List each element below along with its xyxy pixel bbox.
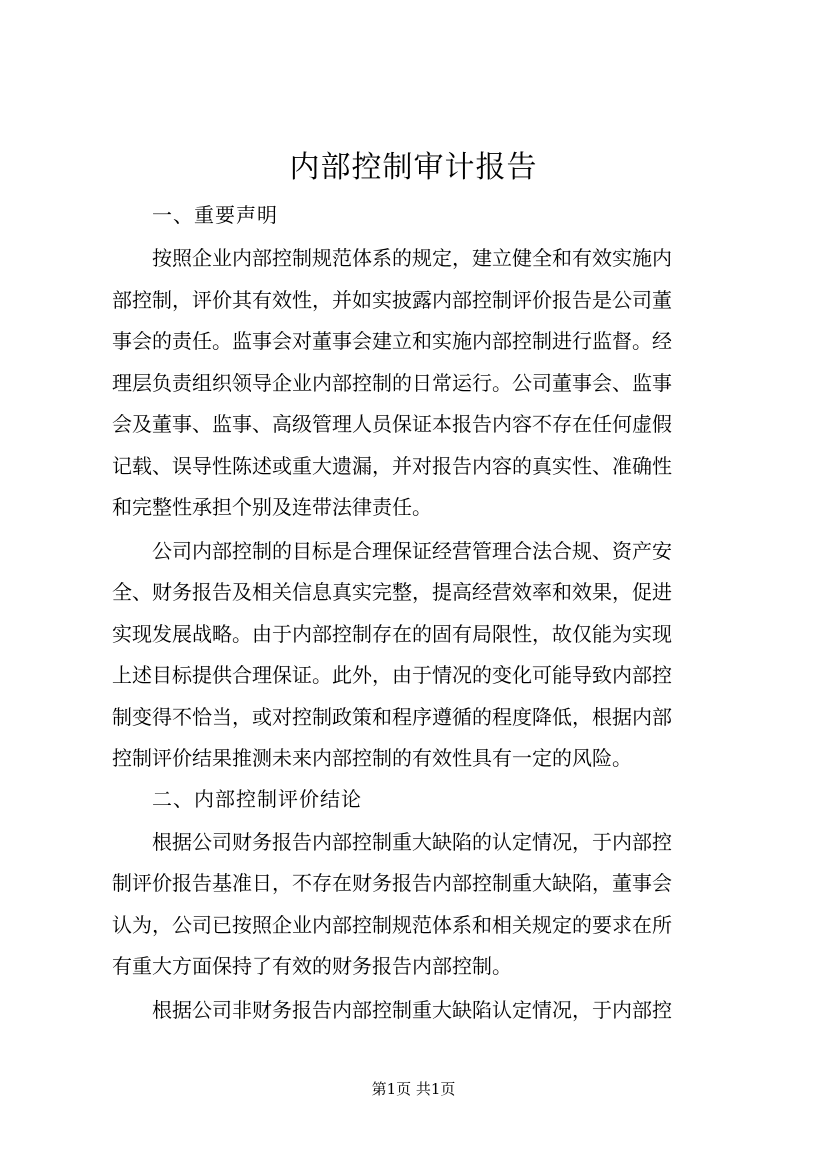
document-body (112, 196, 724, 1031)
paragraph-line: 记载、误导性陈述或重大遗漏，并对报告内容的真实性、准确性 (112, 453, 672, 478)
paragraph-line: 控制评价结果推测未来内部控制的有效性具有一定的风险。 (112, 746, 632, 770)
paragraph-non-financial-reporting-conclusion (112, 990, 724, 1032)
paragraph-line: 事会的责任。监事会对董事会建立和实施内部控制进行监督。经 (112, 329, 672, 353)
section-heading-evaluation-conclusion: 二、内部控制评价结论 (152, 786, 362, 811)
paragraph-line: 根据公司财务报告内部控制重大缺陷的认定情况，于内部控 (152, 829, 672, 854)
page-footer: 第1页 共1页 (371, 1080, 456, 1098)
paragraph-financial-reporting-conclusion (112, 822, 724, 988)
paragraph-line: 和完整性承担个别及连带法律责任。 (112, 495, 432, 519)
paragraph-responsibility (112, 238, 724, 529)
paragraph-line: 会及董事、监事、高级管理人员保证本报告内容不存在任何虚假 (112, 412, 672, 436)
paragraph-line: 全、财务报告及相关信息真实完整，提高经营效率和效果，促进 (112, 580, 672, 604)
paragraph-line: 有重大方面保持了有效的财务报告内部控制。 (112, 954, 512, 978)
paragraph-line: 按照企业内部控制规范体系的规定，建立健全和有效实施内 (152, 246, 672, 270)
paragraph-control-objectives (112, 531, 724, 780)
paragraph-line: 根据公司非财务报告内部控制重大缺陷认定情况，于内部控 (152, 997, 672, 1022)
paragraph-line: 实现发展战略。由于内部控制存在的固有局限性，故仅能为实现 (112, 621, 672, 646)
paragraph-line: 制评价报告基准日，不存在财务报告内部控制重大缺陷，董事会 (112, 871, 672, 895)
paragraph-line: 理层负责组织领导企业内部控制的日常运行。公司董事会、监事 (112, 370, 672, 395)
paragraph-line: 认为，公司已按照企业内部控制规范体系和相关规定的要求在所 (112, 912, 672, 937)
section-heading-important-statement: 一、重要声明 (152, 203, 278, 227)
paragraph-line: 部控制，评价其有效性，并如实披露内部控制评价报告是公司董 (112, 287, 672, 312)
paragraph-line: 公司内部控制的目标是合理保证经营管理合法合规、资产安 (152, 538, 672, 563)
paragraph-line: 上述目标提供合理保证。此外，由于情况的变化可能导致内部控 (112, 663, 672, 687)
paragraph-line: 制变得不恰当，或对控制政策和程序遵循的程度降低，根据内部 (112, 704, 672, 729)
document-title: 内部控制审计报告 (289, 150, 538, 185)
